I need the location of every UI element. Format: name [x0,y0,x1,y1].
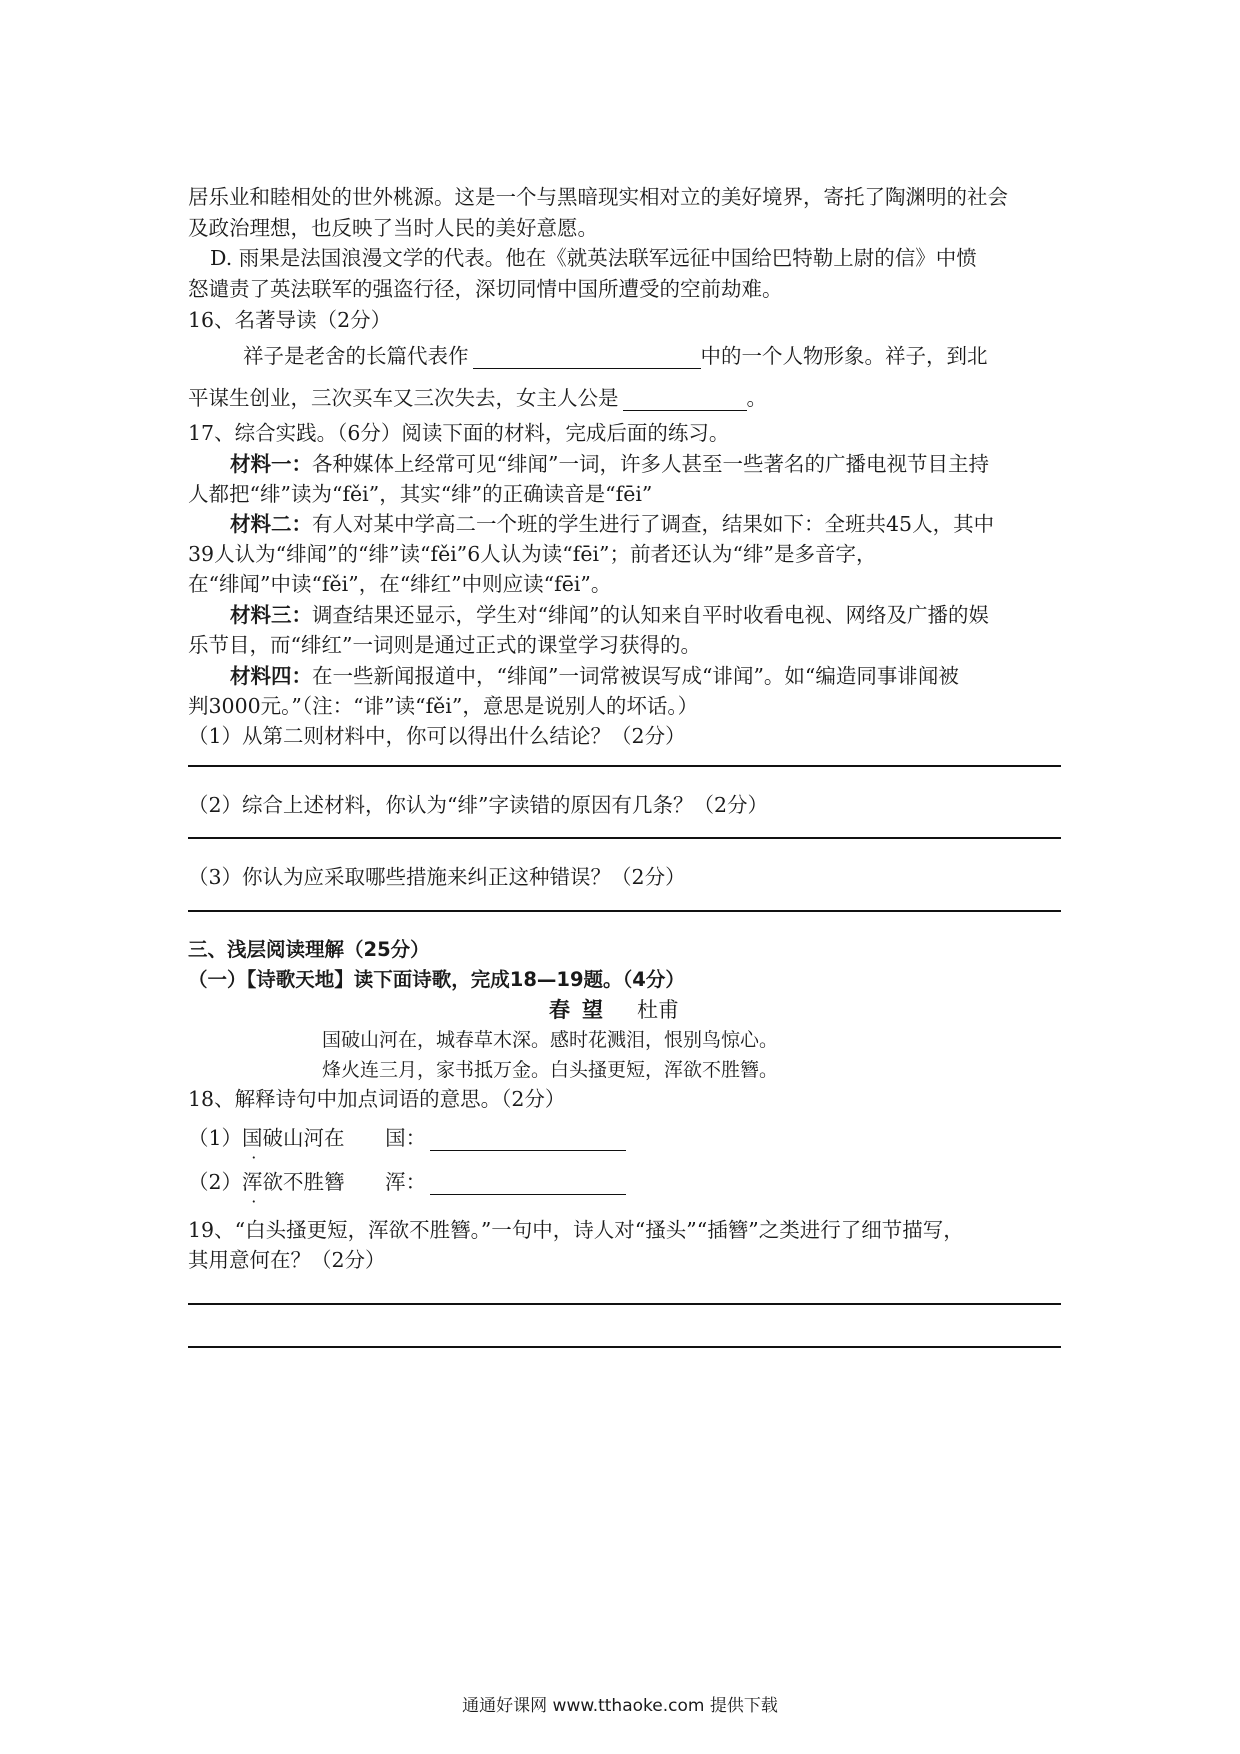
q17-material-1 [230,451,989,477]
q18-title: 18、解释诗句中加点词语的意思。（2分） [188,1087,566,1111]
q18-item-2 [188,1169,626,1195]
q17-sub3: （3）你认为应采取哪些措施来纠正这种错误？（2分） [188,865,686,889]
section-3-title: 三、浅层阅读理解（25分） [188,938,430,961]
q17-material-text: 乐节目，而“绯红”一词则是通过正式的课堂学习获得的。 [188,633,701,657]
q19-answer-line[interactable] [188,1346,1061,1348]
q17-material-text: 39人认为“绯闻”的“绯”读“fěi”6人认为读“fēi”；前者还认为“绯”是多音字， [188,542,877,566]
q17-sub1: （1）从第二则材料中，你可以得出什么结论？（2分） [188,724,686,748]
material-label: 材料一： [230,452,312,476]
poem-title [549,997,679,1023]
q17-material-text: 人都把“绯”读为“fěi”，其实“绯”的正确读音是“fēi” [188,482,653,506]
q18-answer-blank-2[interactable] [430,1174,626,1195]
q18-item-number: （1） [188,1126,243,1150]
poem-author: 杜甫 [637,998,679,1022]
q16-text: 平谋生创业，三次买车又三次失去，女主人公是 [188,386,619,410]
material-label: 材料三： [230,603,312,627]
q18-item-1 [188,1125,626,1151]
q16-text: 。 [746,386,767,410]
q19-answer-line[interactable] [188,1303,1061,1305]
q15-option-d: D. 雨果是法国浪漫文学的代表。他在《就英法联军远征中国给巴特勒上尉的信》中愤 [210,246,977,270]
q17-material-3 [230,602,989,628]
material-label: 材料二： [230,512,312,536]
dotted-character: 国 [242,1126,263,1150]
material-text: 调查结果还显示，学生对“绯闻”的认知来自平时收看电视、网络及广播的娱 [312,603,989,627]
q17-material-2 [230,511,994,537]
page-footer: 通通好课网 www.tthaoke.com 提供下载 [462,1696,778,1716]
q15-option-d-cont: 怒谴责了英法联军的强盗行径，深切同情中国所遭受的空前劫难。 [188,277,783,301]
material-text: 有人对某中学高二一个班的学生进行了调查，结果如下：全班共45人，其中 [312,512,995,536]
q17-material-4 [230,663,959,689]
q17-title: 17、综合实践。（6分）阅读下面的材料，完成后面的练习。 [188,421,730,445]
q18-answer-blank-1[interactable] [430,1130,626,1151]
q17-material-text: 判3000元。”（注：“诽”读“fěi”，意思是说别人的坏话。） [188,694,699,718]
q19-text-line: 其用意何在？（2分） [188,1248,386,1272]
q16-novel-answer-blank[interactable] [473,348,701,369]
material-label: 材料四： [230,664,312,688]
q18-word: 浑： [385,1170,427,1194]
q18-phrase: 欲不胜簪 [262,1170,345,1194]
q17-sub3-answer-line[interactable] [188,910,1061,912]
material-text: 各种媒体上经常可见“绯闻”一词，许多人甚至一些著名的广播电视节目主持 [312,452,989,476]
q16-line2 [188,385,767,411]
q17-sub1-answer-line[interactable] [188,765,1061,767]
q18-phrase: 破山河在 [262,1126,345,1150]
material-text: 在一些新闻报道中，“绯闻”一词常被误写成“诽闻”。如“编造同事诽闻被 [312,664,959,688]
poetry-part-title: （一）【诗歌天地】读下面诗歌，完成18—19题。（4分） [188,968,685,991]
q16-heroine-answer-blank[interactable] [623,390,747,411]
poem-line: 国破山河在，城春草木深。感时花溅泪，恨别鸟惊心。 [322,1029,779,1051]
q19-text-line: 19、“白头搔更短，浑欲不胜簪。”一句中，诗人对“搔头”“插簪”之类进行了细节描写， [188,1218,964,1242]
q16-line1 [243,343,988,369]
poem-line: 烽火连三月，家书抵万金。白头搔更短，浑欲不胜簪。 [322,1059,779,1081]
q17-material-text: 在“绯闻”中读“fěi”，在“绯红”中则应读“fēi”。 [188,572,612,596]
q15-text-line: 居乐业和睦相处的世外桃源。这是一个与黑暗现实相对立的美好境界，寄托了陶渊明的社会 [188,185,1008,209]
poem-name: 春望 [549,998,615,1022]
q16-text: 中的一个人物形象。祥子，到北 [700,344,988,368]
q16-title: 16、名著导读（2分） [188,308,392,332]
q17-sub2: （2）综合上述材料，你认为“绯”字读错的原因有几条？（2分） [188,793,769,817]
q18-word: 国： [385,1126,427,1150]
dotted-character: 浑 [242,1170,263,1194]
q15-text-line: 及政治理想，也反映了当时人民的美好意愿。 [188,216,598,240]
q16-text: 祥子是老舍的长篇代表作 [243,344,469,368]
q18-item-number: （2） [188,1170,243,1194]
q17-sub2-answer-line[interactable] [188,837,1061,839]
